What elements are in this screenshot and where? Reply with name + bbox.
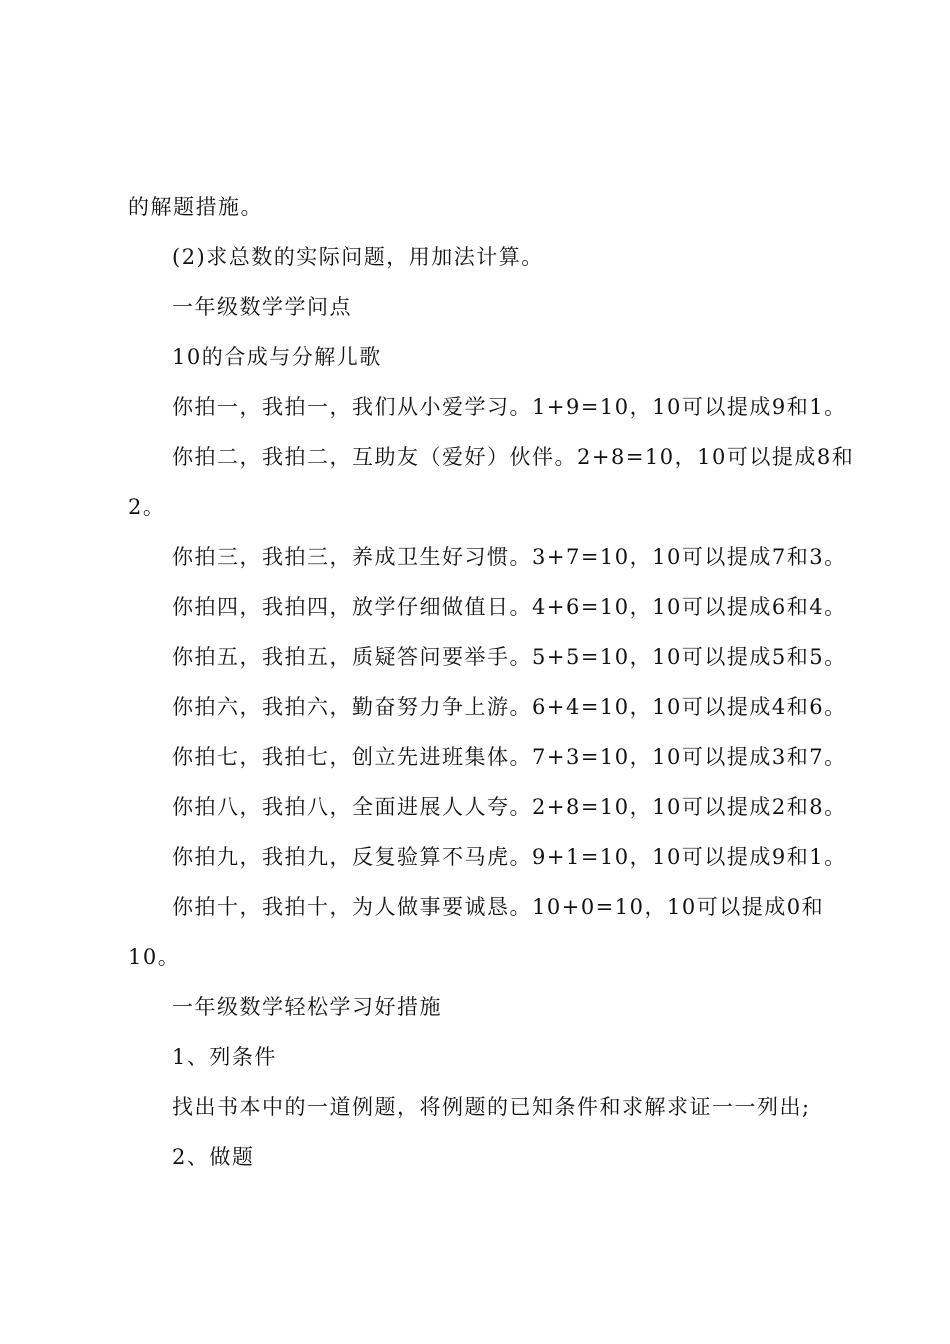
method-1-heading: 1、列条件 <box>172 1045 277 1069</box>
rhyme-line-6: 你拍六，我拍六，勤奋努力争上游。6+4=10，10可以提成4和6。 <box>172 695 847 719</box>
rhyme-line-5: 你拍五，我拍五，质疑答问要举手。5+5=10，10可以提成5和5。 <box>172 645 847 669</box>
section-heading-knowledge-points: 一年级数学学问点 <box>172 295 352 319</box>
rhyme-line-7: 你拍七，我拍七，创立先进班集体。7+3=10，10可以提成3和7。 <box>172 745 847 769</box>
rhyme-line-10: 你拍十，我拍十，为人做事要诚恳。10+0=10，10可以提成0和 <box>172 895 825 919</box>
rhyme-line-1: 你拍一，我拍一，我们从小爱学习。1+9=10，10可以提成9和1。 <box>172 395 847 419</box>
rhyme-line-3: 你拍三，我拍三，养成卫生好习惯。3+7=10，10可以提成7和3。 <box>172 545 847 569</box>
rhyme-line-10-continuation: 10。 <box>128 945 181 969</box>
section-heading-study-methods: 一年级数学轻松学习好措施 <box>172 995 442 1019</box>
rhyme-line-8: 你拍八，我拍八，全面进展人人夸。2+8=10，10可以提成2和8。 <box>172 795 847 819</box>
rhyme-line-2: 你拍二，我拍二，互助友（爱好）伙伴。2+8=10，10可以提成8和 <box>172 445 855 469</box>
text-line-addition-rule: (2)求总数的实际问题，用加法计算。 <box>172 245 544 269</box>
rhyme-line-2-continuation: 2。 <box>128 495 166 519</box>
rhyme-line-9: 你拍九，我拍九，反复验算不马虎。9+1=10，10可以提成9和1。 <box>172 845 847 869</box>
method-1-body: 找出书本中的一道例题，将例题的已知条件和求解求证一一列出; <box>172 1095 811 1119</box>
text-line-continuation: 的解题措施。 <box>128 195 263 219</box>
method-2-heading: 2、做题 <box>172 1145 255 1169</box>
rhyme-line-4: 你拍四，我拍四，放学仔细做值日。4+6=10，10可以提成6和4。 <box>172 595 847 619</box>
subheading-rhyme: 10的合成与分解儿歌 <box>172 345 382 369</box>
